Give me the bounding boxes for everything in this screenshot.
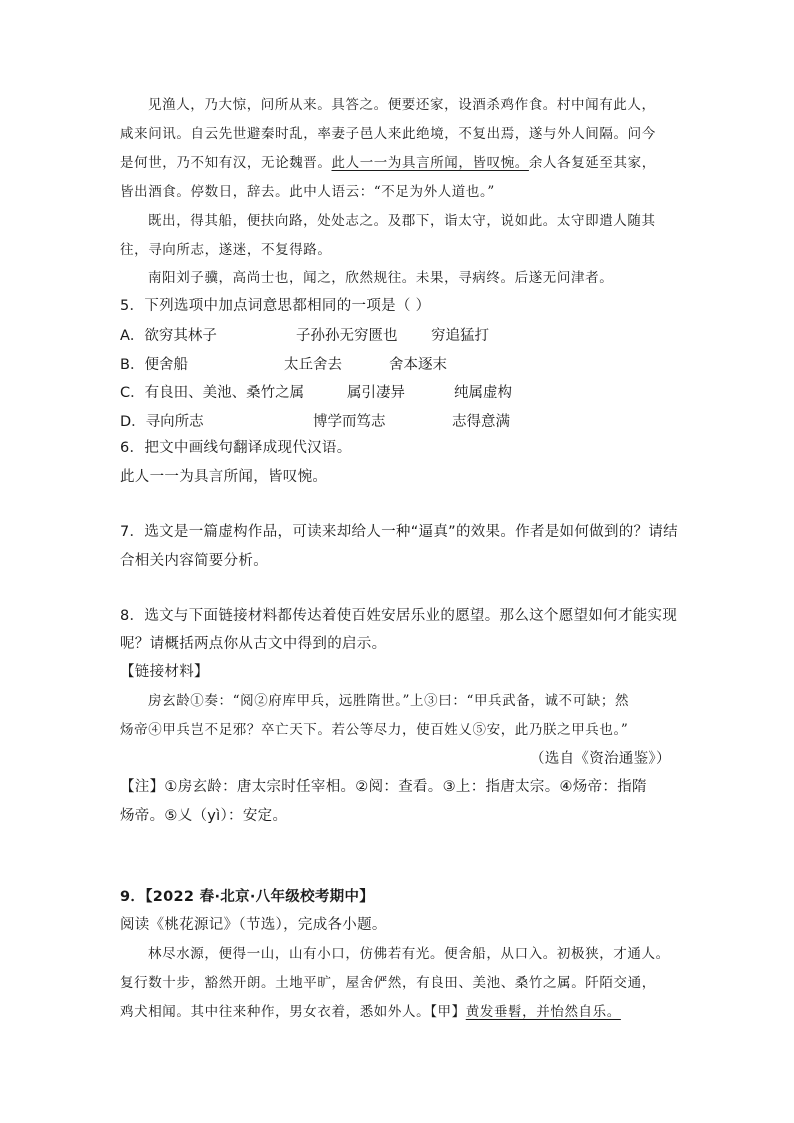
passage-line: 南阳刘子骥，高尚士也，闻之，欣然规往。未果，寻病终。后遂无问津者。 <box>148 270 614 286</box>
question-8-line: 8．选文与下面链接材料都传达着使百姓安居乐业的愿望。那么这个愿望如何才能实现 <box>120 608 678 624</box>
passage-line <box>120 1002 621 1022</box>
question-9-tag: 【2022 春·北京·八年级校考期中】 <box>145 889 375 905</box>
passage-line: 既出，得其船，便扶向路，处处志之。及郡下，诣太守，说如此。太守即遣人随其 <box>148 213 656 229</box>
passage-line: 复行数十步，豁然开朗。土地平旷，屋舍俨然，有良田、美池、桑竹之属。阡陌交通， <box>120 975 656 991</box>
question-7-line: 合相关内容简要分析。 <box>120 553 268 569</box>
option-b-3: 舍本逐末 <box>389 357 447 373</box>
passage-line: 林尽水源，便得一山，山有小口，仿佛若有光。便舍船，从口入。初极狭，才通人。 <box>148 946 670 962</box>
option-c-1: C．有良田、美池、桑竹之属 <box>120 385 305 401</box>
passage-text: 是何世，乃不知有汉，无论魏晋。 <box>120 155 332 171</box>
material-line: 炀帝④甲兵岂不足邪？卒亡天下。若公等尽力，使百姓乂⑤安，此乃朕之甲兵也。” <box>120 722 629 738</box>
material-source: （选自《资治通鉴》） <box>530 751 671 767</box>
passage-text: 鸡犬相闻。其中往来种作，男女衣着，悉如外人。【甲】 <box>120 1004 466 1020</box>
question-5-stem: 5．下列选项中加点词意思都相同的一项是（ ） <box>120 298 431 314</box>
option-b-1: B．便舍船 <box>120 357 188 373</box>
passage-line <box>120 153 656 173</box>
passage-line: 皆出酒食。停数日，辞去。此中人语云：“不足为外人道也。” <box>120 184 495 200</box>
question-9-header <box>120 887 374 907</box>
material-line: 房玄龄①奏：“阅②府库甲兵，远胜隋世。”上③曰：“甲兵武备，诚不可缺；然 <box>148 693 630 709</box>
note-line: 【注】①房玄龄：唐太宗时任宰相。②阅：查看。③上：指唐太宗。④炀帝：指隋 <box>120 779 647 795</box>
note-line: 炀帝。⑤乂（yì）：安定。 <box>120 808 288 824</box>
passage-line: 见渔人，乃大惊，问所从来。具答之。便要还家，设酒杀鸡作食。村中闻有此人， <box>148 97 656 113</box>
option-c-3: 纯属虚构 <box>454 385 512 401</box>
passage-line: 咸来问讯。自云先世避秦时乱，率妻子邑人来此绝境，不复出焉，遂与外人间隔。问今 <box>120 126 656 142</box>
option-d-2: 博学而笃志 <box>313 414 386 430</box>
question-6-sentence: 此人一一为具言所闻，皆叹惋。 <box>120 469 328 485</box>
option-d-3: 志得意满 <box>452 414 510 430</box>
question-9-intro: 阅读《桃花源记》（节选），完成各小题。 <box>120 917 387 933</box>
question-9-number: 9． <box>120 889 146 905</box>
passage-text: 余人各复延至其家， <box>528 155 656 171</box>
underlined-sentence: 此人一一为具言所闻，皆叹惋。 <box>331 155 529 171</box>
question-6-stem: 6．把文中画线句翻译成现代汉语。 <box>120 440 352 456</box>
option-a-1: A．欲穷其林子 <box>120 328 217 344</box>
option-c-2: 属引凄异 <box>347 385 405 401</box>
question-7-line: 7．选文是一篇虚构作品，可读来却给人一种“逼真”的效果。作者是如何做到的？请结 <box>120 524 678 540</box>
option-d-1: D．寻向所志 <box>120 414 204 430</box>
option-b-2: 太丘舍去 <box>284 357 342 373</box>
option-a-3: 穷追猛打 <box>431 328 489 344</box>
option-a-2: 子孙孙无穷匮也 <box>296 328 398 344</box>
passage-line: 往，寻向所志，遂迷，不复得路。 <box>120 242 332 258</box>
underlined-sentence: 黄发垂髫，并怡然自乐。 <box>465 1004 621 1020</box>
link-material-title: 【链接材料】 <box>120 664 209 680</box>
question-8-line: 呢？请概括两点你从古文中得到的启示。 <box>120 636 387 652</box>
